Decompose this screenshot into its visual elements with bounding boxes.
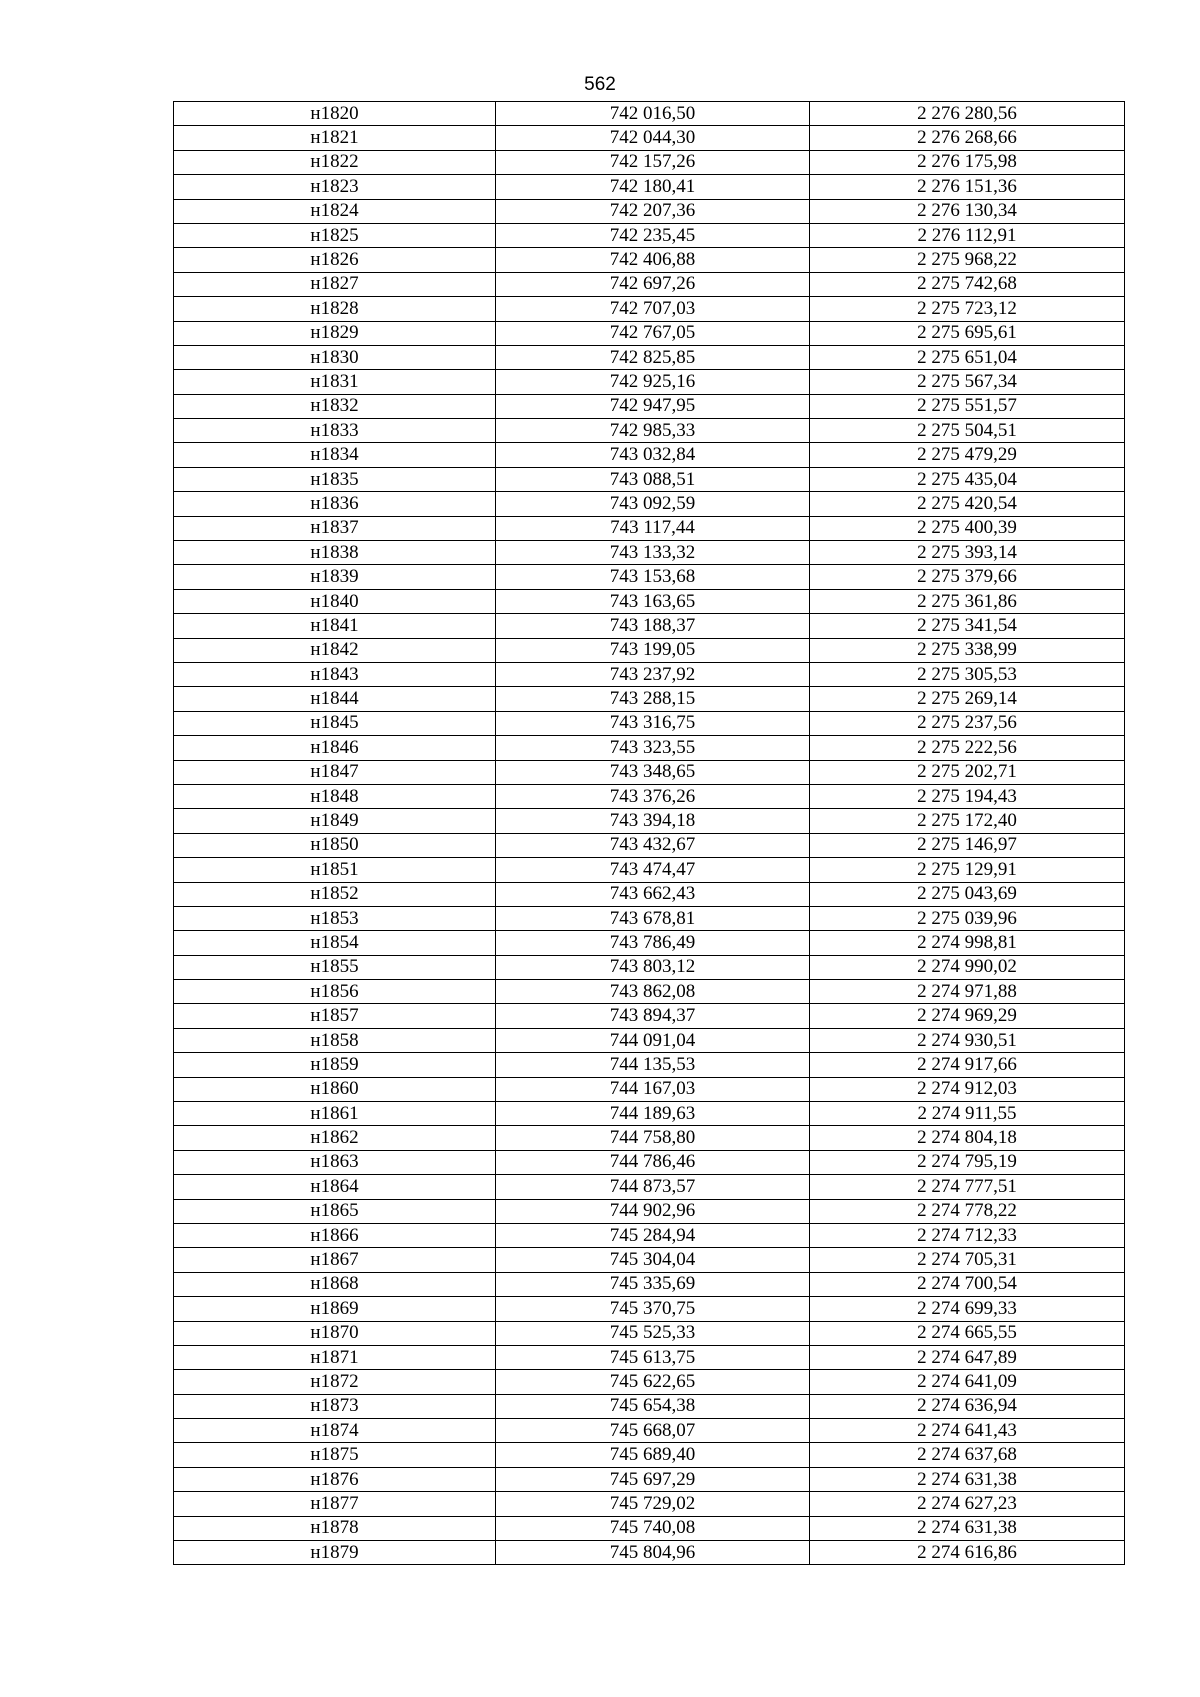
x-coordinate-cell: 743 432,67 [496, 833, 810, 857]
table-row [174, 565, 1125, 589]
table-row [174, 1248, 1125, 1272]
point-id-cell: н1847 [174, 760, 496, 784]
table-row [174, 199, 1125, 223]
point-id-cell: н1861 [174, 1102, 496, 1126]
x-coordinate-cell: 744 189,63 [496, 1102, 810, 1126]
x-coordinate-cell: 742 985,33 [496, 419, 810, 443]
point-id-cell: н1826 [174, 248, 496, 272]
table-row [174, 931, 1125, 955]
x-coordinate-cell: 743 474,47 [496, 858, 810, 882]
point-id-cell: н1835 [174, 467, 496, 491]
point-id-cell: н1830 [174, 345, 496, 369]
table-row [174, 1370, 1125, 1394]
y-coordinate-cell: 2 275 338,99 [810, 638, 1125, 662]
point-id-cell: н1864 [174, 1175, 496, 1199]
y-coordinate-cell: 2 275 723,12 [810, 297, 1125, 321]
x-coordinate-cell: 743 894,37 [496, 1004, 810, 1028]
table-row [174, 102, 1125, 126]
x-coordinate-cell: 743 092,59 [496, 492, 810, 516]
table-row [174, 223, 1125, 247]
point-id-cell: н1865 [174, 1199, 496, 1223]
table-row [174, 272, 1125, 296]
point-id-cell: н1839 [174, 565, 496, 589]
table-row [174, 687, 1125, 711]
table-row [174, 1345, 1125, 1369]
x-coordinate-cell: 745 668,07 [496, 1419, 810, 1443]
table-row [174, 248, 1125, 272]
table-row [174, 1223, 1125, 1247]
table-row [174, 809, 1125, 833]
y-coordinate-cell: 2 274 647,89 [810, 1345, 1125, 1369]
point-id-cell: н1848 [174, 784, 496, 808]
table-row [174, 614, 1125, 638]
point-id-cell: н1870 [174, 1321, 496, 1345]
y-coordinate-cell: 2 275 393,14 [810, 541, 1125, 565]
table-row [174, 1394, 1125, 1418]
table-row [174, 394, 1125, 418]
point-id-cell: н1823 [174, 175, 496, 199]
table-row [174, 1175, 1125, 1199]
y-coordinate-cell: 2 275 305,53 [810, 662, 1125, 686]
table-row [174, 1419, 1125, 1443]
table-row [174, 419, 1125, 443]
y-coordinate-cell: 2 275 567,34 [810, 370, 1125, 394]
table-row [174, 1028, 1125, 1052]
y-coordinate-cell: 2 275 202,71 [810, 760, 1125, 784]
x-coordinate-cell: 744 873,57 [496, 1175, 810, 1199]
table-row [174, 833, 1125, 857]
table-row [174, 784, 1125, 808]
x-coordinate-cell: 744 167,03 [496, 1077, 810, 1101]
x-coordinate-cell: 744 758,80 [496, 1126, 810, 1150]
point-id-cell: н1828 [174, 297, 496, 321]
point-id-cell: н1831 [174, 370, 496, 394]
x-coordinate-cell: 743 237,92 [496, 662, 810, 686]
x-coordinate-cell: 743 316,75 [496, 711, 810, 735]
point-id-cell: н1871 [174, 1345, 496, 1369]
y-coordinate-cell: 2 275 172,40 [810, 809, 1125, 833]
point-id-cell: н1841 [174, 614, 496, 638]
y-coordinate-cell: 2 275 420,54 [810, 492, 1125, 516]
point-id-cell: н1867 [174, 1248, 496, 1272]
point-id-cell: н1832 [174, 394, 496, 418]
point-id-cell: н1856 [174, 980, 496, 1004]
table-row [174, 175, 1125, 199]
table-row [174, 882, 1125, 906]
y-coordinate-cell: 2 274 665,55 [810, 1321, 1125, 1345]
point-id-cell: н1837 [174, 516, 496, 540]
table-row [174, 1443, 1125, 1467]
table-row [174, 297, 1125, 321]
y-coordinate-cell: 2 274 712,33 [810, 1223, 1125, 1247]
table-row [174, 321, 1125, 345]
table-row [174, 370, 1125, 394]
point-id-cell: н1846 [174, 736, 496, 760]
y-coordinate-cell: 2 274 998,81 [810, 931, 1125, 955]
point-id-cell: н1844 [174, 687, 496, 711]
y-coordinate-cell: 2 274 641,09 [810, 1370, 1125, 1394]
y-coordinate-cell: 2 275 237,56 [810, 711, 1125, 735]
x-coordinate-cell: 742 180,41 [496, 175, 810, 199]
point-id-cell: н1874 [174, 1419, 496, 1443]
x-coordinate-cell: 745 335,69 [496, 1272, 810, 1296]
table-row [174, 1272, 1125, 1296]
y-coordinate-cell: 2 274 917,66 [810, 1053, 1125, 1077]
y-coordinate-cell: 2 274 631,38 [810, 1467, 1125, 1491]
table-row [174, 1516, 1125, 1540]
point-id-cell: н1840 [174, 589, 496, 613]
x-coordinate-cell: 745 697,29 [496, 1467, 810, 1491]
x-coordinate-cell: 742 016,50 [496, 102, 810, 126]
x-coordinate-cell: 745 304,04 [496, 1248, 810, 1272]
x-coordinate-cell: 742 406,88 [496, 248, 810, 272]
x-coordinate-cell: 743 163,65 [496, 589, 810, 613]
x-coordinate-cell: 743 117,44 [496, 516, 810, 540]
point-id-cell: н1822 [174, 150, 496, 174]
point-id-cell: н1875 [174, 1443, 496, 1467]
point-id-cell: н1868 [174, 1272, 496, 1296]
x-coordinate-cell: 745 622,65 [496, 1370, 810, 1394]
point-id-cell: н1853 [174, 906, 496, 930]
table-row [174, 1199, 1125, 1223]
y-coordinate-cell: 2 276 175,98 [810, 150, 1125, 174]
y-coordinate-cell: 2 275 379,66 [810, 565, 1125, 589]
x-coordinate-cell: 744 091,04 [496, 1028, 810, 1052]
x-coordinate-cell: 742 767,05 [496, 321, 810, 345]
table-row [174, 1321, 1125, 1345]
y-coordinate-cell: 2 275 551,57 [810, 394, 1125, 418]
x-coordinate-cell: 742 947,95 [496, 394, 810, 418]
table-row [174, 980, 1125, 1004]
x-coordinate-cell: 745 804,96 [496, 1541, 810, 1565]
table-row [174, 662, 1125, 686]
point-id-cell: н1872 [174, 1370, 496, 1394]
y-coordinate-cell: 2 275 043,69 [810, 882, 1125, 906]
y-coordinate-cell: 2 275 269,14 [810, 687, 1125, 711]
y-coordinate-cell: 2 275 129,91 [810, 858, 1125, 882]
table-row [174, 126, 1125, 150]
point-id-cell: н1821 [174, 126, 496, 150]
table-row [174, 1126, 1125, 1150]
table-row [174, 1150, 1125, 1174]
point-id-cell: н1858 [174, 1028, 496, 1052]
x-coordinate-cell: 743 153,68 [496, 565, 810, 589]
x-coordinate-cell: 744 786,46 [496, 1150, 810, 1174]
y-coordinate-cell: 2 275 742,68 [810, 272, 1125, 296]
y-coordinate-cell: 2 275 222,56 [810, 736, 1125, 760]
table-row [174, 955, 1125, 979]
point-id-cell: н1849 [174, 809, 496, 833]
point-id-cell: н1857 [174, 1004, 496, 1028]
y-coordinate-cell: 2 274 969,29 [810, 1004, 1125, 1028]
point-id-cell: н1854 [174, 931, 496, 955]
x-coordinate-cell: 745 525,33 [496, 1321, 810, 1345]
x-coordinate-cell: 742 707,03 [496, 297, 810, 321]
x-coordinate-cell: 744 135,53 [496, 1053, 810, 1077]
y-coordinate-cell: 2 274 699,33 [810, 1297, 1125, 1321]
x-coordinate-cell: 742 697,26 [496, 272, 810, 296]
x-coordinate-cell: 743 199,05 [496, 638, 810, 662]
y-coordinate-cell: 2 275 435,04 [810, 467, 1125, 491]
point-id-cell: н1852 [174, 882, 496, 906]
x-coordinate-cell: 742 044,30 [496, 126, 810, 150]
y-coordinate-cell: 2 274 700,54 [810, 1272, 1125, 1296]
y-coordinate-cell: 2 274 912,03 [810, 1077, 1125, 1101]
x-coordinate-cell: 743 188,37 [496, 614, 810, 638]
x-coordinate-cell: 742 825,85 [496, 345, 810, 369]
y-coordinate-cell: 2 274 637,68 [810, 1443, 1125, 1467]
x-coordinate-cell: 743 088,51 [496, 467, 810, 491]
y-coordinate-cell: 2 274 631,38 [810, 1516, 1125, 1540]
table-row [174, 492, 1125, 516]
point-id-cell: н1879 [174, 1541, 496, 1565]
table-row [174, 1053, 1125, 1077]
y-coordinate-cell: 2 274 777,51 [810, 1175, 1125, 1199]
point-id-cell: н1866 [174, 1223, 496, 1247]
y-coordinate-cell: 2 276 112,91 [810, 223, 1125, 247]
x-coordinate-cell: 742 925,16 [496, 370, 810, 394]
y-coordinate-cell: 2 275 695,61 [810, 321, 1125, 345]
table-row [174, 541, 1125, 565]
point-id-cell: н1833 [174, 419, 496, 443]
point-id-cell: н1824 [174, 199, 496, 223]
y-coordinate-cell: 2 275 479,29 [810, 443, 1125, 467]
table-row [174, 906, 1125, 930]
table-row [174, 711, 1125, 735]
table-row [174, 443, 1125, 467]
point-id-cell: н1850 [174, 833, 496, 857]
table-row [174, 760, 1125, 784]
table-row [174, 1077, 1125, 1101]
point-id-cell: н1820 [174, 102, 496, 126]
y-coordinate-cell: 2 275 341,54 [810, 614, 1125, 638]
x-coordinate-cell: 743 662,43 [496, 882, 810, 906]
x-coordinate-cell: 742 157,26 [496, 150, 810, 174]
x-coordinate-cell: 743 323,55 [496, 736, 810, 760]
point-id-cell: н1855 [174, 955, 496, 979]
y-coordinate-cell: 2 275 361,86 [810, 589, 1125, 613]
point-id-cell: н1827 [174, 272, 496, 296]
table-row [174, 467, 1125, 491]
x-coordinate-cell: 745 284,94 [496, 1223, 810, 1247]
table-row [174, 736, 1125, 760]
x-coordinate-cell: 744 902,96 [496, 1199, 810, 1223]
x-coordinate-cell: 745 370,75 [496, 1297, 810, 1321]
x-coordinate-cell: 745 654,38 [496, 1394, 810, 1418]
y-coordinate-cell: 2 274 990,02 [810, 955, 1125, 979]
point-id-cell: н1862 [174, 1126, 496, 1150]
x-coordinate-cell: 743 133,32 [496, 541, 810, 565]
point-id-cell: н1877 [174, 1492, 496, 1516]
y-coordinate-cell: 2 274 636,94 [810, 1394, 1125, 1418]
coordinates-table-body [174, 102, 1125, 1565]
y-coordinate-cell: 2 274 930,51 [810, 1028, 1125, 1052]
table-row [174, 1541, 1125, 1565]
x-coordinate-cell: 742 207,36 [496, 199, 810, 223]
x-coordinate-cell: 743 803,12 [496, 955, 810, 979]
point-id-cell: н1860 [174, 1077, 496, 1101]
table-row [174, 1297, 1125, 1321]
x-coordinate-cell: 743 288,15 [496, 687, 810, 711]
x-coordinate-cell: 743 678,81 [496, 906, 810, 930]
page-number: 562 [584, 74, 616, 95]
x-coordinate-cell: 745 729,02 [496, 1492, 810, 1516]
point-id-cell: н1834 [174, 443, 496, 467]
x-coordinate-cell: 743 786,49 [496, 931, 810, 955]
table-row [174, 150, 1125, 174]
point-id-cell: н1825 [174, 223, 496, 247]
y-coordinate-cell: 2 276 280,56 [810, 102, 1125, 126]
table-row [174, 858, 1125, 882]
y-coordinate-cell: 2 274 705,31 [810, 1248, 1125, 1272]
point-id-cell: н1876 [174, 1467, 496, 1491]
point-id-cell: н1838 [174, 541, 496, 565]
y-coordinate-cell: 2 275 146,97 [810, 833, 1125, 857]
y-coordinate-cell: 2 275 039,96 [810, 906, 1125, 930]
y-coordinate-cell: 2 274 971,88 [810, 980, 1125, 1004]
point-id-cell: н1845 [174, 711, 496, 735]
y-coordinate-cell: 2 276 130,34 [810, 199, 1125, 223]
y-coordinate-cell: 2 275 400,39 [810, 516, 1125, 540]
point-id-cell: н1843 [174, 662, 496, 686]
y-coordinate-cell: 2 274 795,19 [810, 1150, 1125, 1174]
y-coordinate-cell: 2 275 651,04 [810, 345, 1125, 369]
x-coordinate-cell: 743 348,65 [496, 760, 810, 784]
table-row [174, 589, 1125, 613]
point-id-cell: н1873 [174, 1394, 496, 1418]
table-row [174, 516, 1125, 540]
y-coordinate-cell: 2 276 151,36 [810, 175, 1125, 199]
x-coordinate-cell: 743 394,18 [496, 809, 810, 833]
point-id-cell: н1859 [174, 1053, 496, 1077]
y-coordinate-cell: 2 274 641,43 [810, 1419, 1125, 1443]
table-row [174, 638, 1125, 662]
x-coordinate-cell: 745 740,08 [496, 1516, 810, 1540]
table-row [174, 1004, 1125, 1028]
y-coordinate-cell: 2 274 804,18 [810, 1126, 1125, 1150]
point-id-cell: н1869 [174, 1297, 496, 1321]
table-row [174, 1102, 1125, 1126]
table-row [174, 345, 1125, 369]
coordinates-table [173, 101, 1125, 1565]
table-row [174, 1467, 1125, 1491]
point-id-cell: н1836 [174, 492, 496, 516]
x-coordinate-cell: 743 862,08 [496, 980, 810, 1004]
point-id-cell: н1829 [174, 321, 496, 345]
y-coordinate-cell: 2 275 504,51 [810, 419, 1125, 443]
x-coordinate-cell: 745 613,75 [496, 1345, 810, 1369]
x-coordinate-cell: 745 689,40 [496, 1443, 810, 1467]
y-coordinate-cell: 2 275 968,22 [810, 248, 1125, 272]
y-coordinate-cell: 2 274 778,22 [810, 1199, 1125, 1223]
x-coordinate-cell: 743 032,84 [496, 443, 810, 467]
x-coordinate-cell: 743 376,26 [496, 784, 810, 808]
y-coordinate-cell: 2 274 911,55 [810, 1102, 1125, 1126]
y-coordinate-cell: 2 275 194,43 [810, 784, 1125, 808]
y-coordinate-cell: 2 276 268,66 [810, 126, 1125, 150]
point-id-cell: н1863 [174, 1150, 496, 1174]
table-row [174, 1492, 1125, 1516]
point-id-cell: н1842 [174, 638, 496, 662]
y-coordinate-cell: 2 274 627,23 [810, 1492, 1125, 1516]
x-coordinate-cell: 742 235,45 [496, 223, 810, 247]
point-id-cell: н1851 [174, 858, 496, 882]
y-coordinate-cell: 2 274 616,86 [810, 1541, 1125, 1565]
point-id-cell: н1878 [174, 1516, 496, 1540]
